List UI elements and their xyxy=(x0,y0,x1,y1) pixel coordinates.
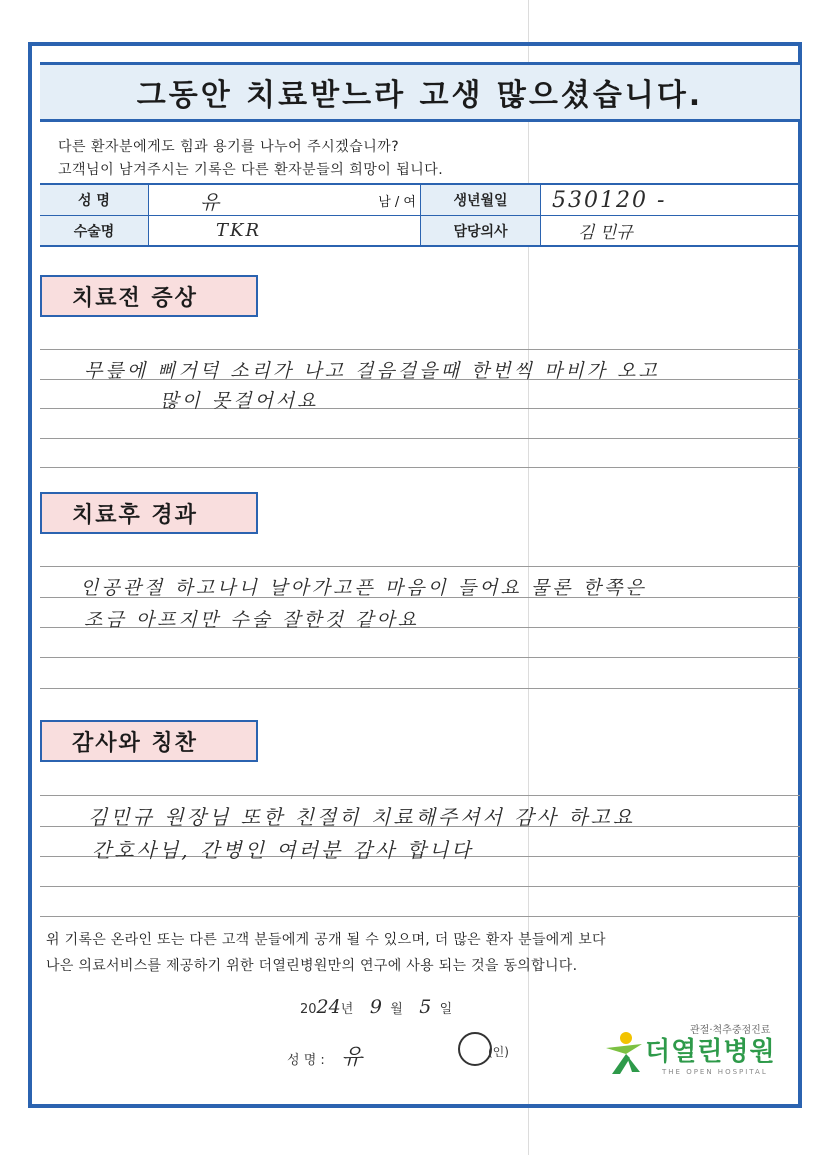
after-text-line-2: 조금 아프지만 수술 잘한것 같아요 xyxy=(84,609,420,631)
consent-line-1: 위 기록은 온라인 또는 다른 고객 분들에게 공개 될 수 있으며, 더 많은 환자 분들에게 보다 xyxy=(46,932,606,948)
name-value: 유 xyxy=(200,189,220,214)
date-year: 24 xyxy=(316,996,341,1018)
title-banner xyxy=(40,62,800,122)
thanks-text-line-1: 김민규 원장님 또한 친절히 치료해주셔서 감사 하고요 xyxy=(88,805,636,829)
intro-line-2: 고객님이 남겨주시는 기록은 다른 환자분들의 희망이 됩니다. xyxy=(58,162,444,178)
after-text-line-1: 인공관절 하고나니 날아가고픈 마음이 들어요 물론 한쪽은 xyxy=(80,577,647,599)
writing-line xyxy=(40,438,800,439)
doctor-value: 김 민규 xyxy=(578,223,633,243)
writing-line xyxy=(40,657,800,658)
gender-label: 남 / 여 xyxy=(378,194,416,210)
birth-value: 530120 - xyxy=(552,187,667,213)
surgery-value: TKR xyxy=(216,220,262,241)
logo-name: 더열린병원 xyxy=(645,1037,776,1067)
date-month-unit: 월 xyxy=(390,1002,403,1017)
date-month: 9 xyxy=(369,996,382,1018)
date-year-unit: 년 xyxy=(340,1002,354,1017)
date-line xyxy=(300,996,452,1018)
writing-line xyxy=(40,795,800,796)
date-year-prefix: 20 xyxy=(300,1002,317,1017)
info-col-divider xyxy=(540,185,541,245)
name-label: 성 명 xyxy=(40,185,148,215)
writing-line xyxy=(40,349,800,350)
consent-line-2: 나은 의료서비스를 제공하기 위한 더열린병원만의 연구에 사용 되는 것을 동의합니다. xyxy=(46,958,578,974)
signature-name: 유 xyxy=(341,1045,363,1070)
patient-info-table xyxy=(40,183,800,247)
after-treatment-heading: 치료후 경과 xyxy=(40,492,258,534)
hospital-logo-icon xyxy=(602,1030,646,1076)
logo-english: THE OPEN HOSPITAL xyxy=(662,1068,768,1076)
date-day-unit: 일 xyxy=(439,1002,453,1017)
writing-line xyxy=(40,886,800,887)
thanks-text-line-2: 간호사님, 간병인 여러분 감사 합니다 xyxy=(92,838,474,862)
signature-stamp-icon xyxy=(458,1032,492,1066)
date-day: 5 xyxy=(419,996,432,1018)
birth-label: 생년월일 xyxy=(421,185,540,215)
surgery-label: 수술명 xyxy=(40,216,148,245)
logo-subtitle: 관절·척추중점진료 xyxy=(690,1025,771,1036)
page-title: 그동안 치료받느라 고생 많으셨습니다. xyxy=(136,78,704,113)
info-col-divider xyxy=(148,185,149,245)
writing-line xyxy=(40,467,800,468)
writing-line xyxy=(40,566,800,567)
writing-line xyxy=(40,688,800,689)
thanks-heading: 감사와 칭찬 xyxy=(40,720,258,762)
signature-seal-label: (인) xyxy=(488,1045,509,1059)
signature-label: 성 명 : xyxy=(287,1053,325,1068)
intro-line-1: 다른 환자분에게도 힘과 용기를 나누어 주시겠습니까? xyxy=(58,139,400,155)
writing-line xyxy=(40,916,800,917)
before-text-line-1: 무릎에 삐거덕 소리가 나고 걸음걸을때 한번씩 마비가 오고 xyxy=(84,360,660,382)
signature-line xyxy=(287,1040,363,1071)
doctor-label: 담당의사 xyxy=(421,216,540,245)
writing-line xyxy=(40,408,800,409)
before-treatment-heading: 치료전 증상 xyxy=(40,275,258,317)
before-text-line-2: 많이 못걸어서요 xyxy=(160,390,319,412)
